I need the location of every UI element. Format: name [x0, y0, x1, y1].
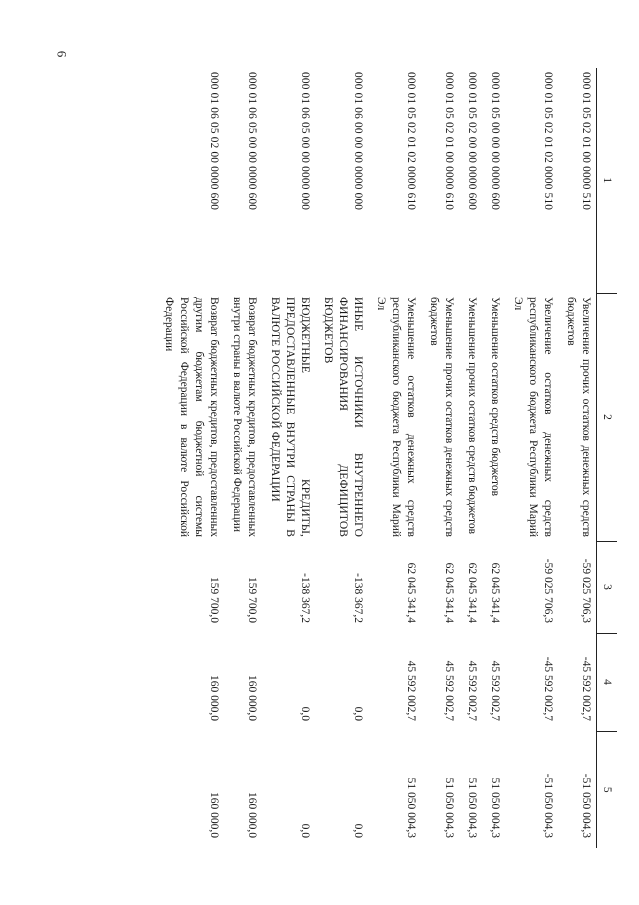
- value-col-4: 0,0: [352, 706, 364, 721]
- table-row: [421, 68, 459, 848]
- row-description: Увеличение остатков денежных средств республиканского бюджета Республики Марий Эл: [512, 297, 554, 537]
- value-col-5: 51 050 004,3: [466, 777, 478, 838]
- value-col-3: -138 367,2: [299, 573, 311, 623]
- table-row: [558, 68, 597, 848]
- table-row: [482, 68, 505, 848]
- row-description: ИНЫЕ ИСТОЧНИКИ ВНУТРЕННЕГО ФИНАНСИРОВАНИЯ ДЕФИЦИТОВ БЮДЖЕТОВ: [322, 297, 364, 537]
- value-col-3: 62 045 341,4: [405, 562, 417, 623]
- budget-code: 000 01 05 02 01 02 0000 610: [405, 72, 417, 211]
- value-col-3: -59 025 706,3: [542, 558, 554, 623]
- value-col-3: 62 045 341,4: [489, 562, 501, 623]
- value-col-4: 45 592 002,7: [443, 660, 455, 721]
- row-description: Уменьшение прочих остатков средств бюджетов: [466, 297, 478, 535]
- table-row: [459, 68, 482, 848]
- header-col-1: 1: [597, 68, 618, 293]
- budget-code: 000 01 06 00 00 00 0000 000: [352, 72, 364, 211]
- table-row: [262, 68, 315, 848]
- row-description: Возврат бюджетных кредитов, предоставленных внутри страны в валюте Российской Федерации: [231, 297, 258, 537]
- table-row: [505, 68, 558, 848]
- row-description: Уменьшение остатков средств бюджетов: [489, 297, 501, 497]
- value-col-4: 45 592 002,7: [489, 660, 501, 721]
- row-description: БЮДЖЕТНЫЕ КРЕДИТЫ, ПРЕДОСТАВЛЕННЫЕ ВНУТРИ СТРАНЫ В ВАЛЮТЕ РОССИЙСКОЙ ФЕДЕРАЦИИ: [269, 297, 311, 537]
- budget-code: 000 01 06 05 00 00 0000 600: [246, 72, 258, 211]
- budget-code: 000 01 05 02 00 00 0000 600: [466, 72, 478, 211]
- value-col-3: -138 367,2: [352, 573, 364, 623]
- row-description: Увеличение прочих остатков денежных средств бюджетов: [565, 297, 592, 537]
- value-col-5: 160 000,0: [246, 792, 258, 838]
- budget-code: 000 01 05 00 00 00 0000 600: [489, 72, 501, 211]
- value-col-4: -45 592 002,7: [542, 656, 554, 721]
- table-row: [156, 68, 224, 848]
- budget-code: 000 01 06 05 02 00 0000 600: [208, 72, 220, 211]
- value-col-3: 159 700,0: [246, 577, 258, 623]
- row-description: Уменьшение остатков денежных средств республиканского бюджета Республики Марий Эл: [375, 297, 417, 537]
- table-row: [315, 68, 368, 848]
- value-col-5: -51 050 004,3: [580, 773, 592, 838]
- value-col-3: 159 700,0: [208, 577, 220, 623]
- budget-code: 000 01 06 05 00 00 0000 000: [299, 72, 311, 211]
- table-row: [224, 68, 262, 848]
- value-col-4: 45 592 002,7: [466, 660, 478, 721]
- page-number: 6: [54, 50, 70, 58]
- value-col-5: 160 000,0: [208, 792, 220, 838]
- value-col-4: -45 592 002,7: [580, 656, 592, 721]
- budget-code: 000 01 05 02 01 02 0000 510: [542, 72, 554, 211]
- table-header-row: [597, 68, 618, 848]
- value-col-3: -59 025 706,3: [580, 558, 592, 623]
- row-description: Возврат бюджетных кредитов, предоставленных другим бюджетам бюджетной системы Российской Федерации в валюте Российской Федерации: [163, 297, 220, 537]
- value-col-5: 51 050 004,3: [443, 777, 455, 838]
- row-description: Уменьшение прочих остатков денежных средств бюджетов: [428, 297, 455, 537]
- value-col-5: 51 050 004,3: [489, 777, 501, 838]
- value-col-5: -51 050 004,3: [542, 773, 554, 838]
- budget-code: 000 01 05 02 01 00 0000 510: [580, 72, 592, 211]
- header-col-5: 5: [597, 731, 618, 848]
- value-col-3: 62 045 341,4: [466, 562, 478, 623]
- header-col-4: 4: [597, 633, 618, 731]
- value-col-5: 0,0: [352, 823, 364, 838]
- budget-code: 000 01 05 02 01 00 0000 610: [443, 72, 455, 211]
- value-col-4: 160 000,0: [246, 675, 258, 721]
- value-col-3: 62 045 341,4: [443, 562, 455, 623]
- rotated-table-container: [95, 68, 617, 848]
- table-row: [368, 68, 421, 848]
- value-col-4: 0,0: [299, 706, 311, 721]
- value-col-4: 45 592 002,7: [405, 660, 417, 721]
- header-col-2: 2: [597, 293, 618, 541]
- budget-sources-table: [156, 68, 617, 848]
- value-col-4: 160 000,0: [208, 675, 220, 721]
- value-col-5: 51 050 004,3: [405, 777, 417, 838]
- header-col-3: 3: [597, 541, 618, 633]
- value-col-5: 0,0: [299, 823, 311, 838]
